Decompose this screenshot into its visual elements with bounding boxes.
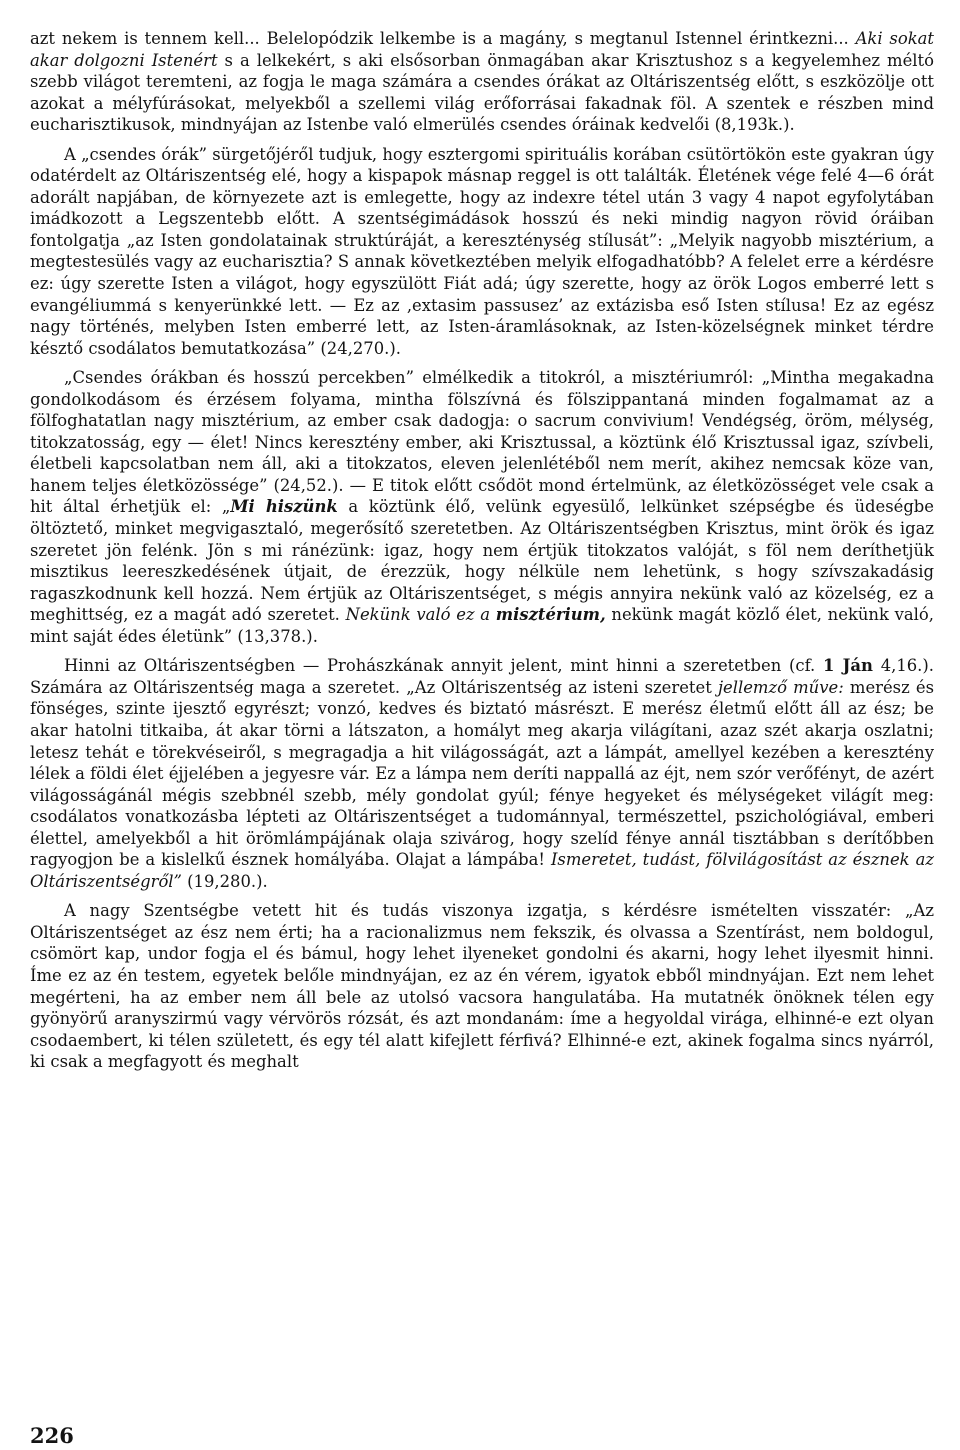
paragraph-5-text-1: A nagy Szentségbe vetett hit és tudás viszonya izgatja, s kérdésre ismételten visszatér: „Az Oltáriszentséget az ész nem érti; ha a racionalizmus nem fekszik, és olvassa a Szentírást, nem boldogul, csömört kap, undor fogja el és bámul, hogy lehet ilyeneket gondolni és akarni, hogy lehet ilyesmit hinni. Íme ez az én testem, egyetek belőle mindnyájan, ez az én vérem, igyatok ebből mindnyájan. Ezt nem lehet megérteni, ha az ember nem áll bele az utolsó vacsora hangulatába. Ha mutatnék önöknek télen egy gyönyörű aranyszirmú vagy vérvörös rózsát, és azt mondanám: íme a hegyoldal virága, elhinné-e ezt olyan csodaembert, ki télen született, és egy tél alatt kifejlett férfivá? Elhinné-e ezt, akinek fogalma sincs nyárról, ki csak a megfagyott és meghalt [30,901,934,1072]
paragraph-3-text-1: „Csendes órákban és hosszú percekben” elmélkedik a titokról, a misztériumról: „Mintha megakadna gondolkodásom és érzésem folyama, mintha fölszívná és fölszippantaná minden fogalmamat az a fölfoghatatlan nagy misztérium, az ember csak dadogja: o sacrum convivium! Vendégség, öröm, mélység, titokzatosság, egy — élet! Nincs keresztény ember, aki Krisztussal, a köztünk élő Krisztussal igaz, szívbeli, életbeli kapcsolatban nem áll, aki a titokzatos, eleven jelenlétéből nem merít, akihez nemcsak köze van, hanem teljes életközössége” (24,52.). — E titok előtt csődöt mond értelmünk, az életközösséget vele csak a hit által érhetjük el: „ [30,368,934,517]
paragraph-2-text-1: A „csendes órák” sürgetőjéről tudjuk, hogy esztergomi spirituális korában csütörtökön este gyakran úgy odatérdelt az Oltáriszentség elé, hogy a kispapok másnap reggel is ott találták. Életének vége felé 4—6 órát adorált napjában, de környezete azt is emlegette, hogy az indexre tétel után 3 vagy 4 napot egyfolytában imádkozott a Legszentebb előtt. A szentségimádások hosszú és neki mindig nagyon rövid óráiban fontolgatja „az Isten gondolatainak struktúráját, a kereszténység stílusát”: „Melyik nagyobb misztérium, a megtestesülés vagy az eucharisztia? S annak következtében melyik elfogadhatóbb? A felelet erre a kérdésre ez: úgy szerette Isten a világot, hogy egyszülött Fiát adá; úgy szerette, hogy az örök Logos emberré lett s evangéliummá s kenyerünkké lett. — Ez az ,extasim passusez’ az extázisba eső Isten stílusa! Ez az egész nagy történés, melyben Isten emberré lett, az Isten-áramlásoknak, az Isten-közelségnek minket térdre késztő csodálatos bemutatkozása” (24,270.). [30,144,934,358]
paragraph-4-italic-2: Ismeretet, tudást, fölvilágosítást az észnek az Oltáriszentségről” [30,850,934,891]
page-number: 226 [30,1423,74,1448]
paragraph-3-text-3: nekünk magát közlő élet, nekünk való, mint saját édes életünk” (13,378.). [30,605,934,646]
paragraph-5 [30,900,934,1072]
paragraph-3-text-2: a köztünk élő, velünk egyesülő, lelkünket szépségbe és üdeségbe öltöztető, minket megvigasztaló, megerősítő szeretetben. Az Oltáriszentségben Krisztus, mint örök és igaz szeretet jön felénk. Jön s mi ránézünk: igaz, hogy nem értjük titokzatos valóját, s föl nem deríthetjük misztikus leereszkedésének útjait, de érezzük, hogy nélküle nem lehetünk, s hogy szívszakadásig ragaszkodnunk kell hozzá. Nem értjük az Oltáriszentséget, s mégis annyira nekünk való az közelség, ez a meghittség, ez a magát adó szeretet. [30,497,935,625]
paragraph-4-text-2: 4,16.). Számára az Oltáriszentség maga a szeretet. „Az Oltáriszentség az isteni szeretet [30,656,934,697]
paragraph-4-text-4: (19,280.). [181,871,268,891]
paragraph-4-italic-1: jellemző műve: [717,677,844,697]
paragraph-3-italic-1: Nekünk való ez a [345,605,496,625]
paragraph-4-bold-1: 1 Ján [823,656,873,676]
paragraph-3-bold-italic-2: misztérium, [495,605,606,625]
paragraph-1-text-2: s a lelkekért, s aki elsősorban önmagában akar Krisztushoz s a kegyelemhez méltó szebb világot teremteni, az fogja le maga számára a csendes órákat az Oltáriszentség előtt, s eszközölje ott azokat a mélyfúrásokat, melyekből a szellemi világ erőforrásai fakadnak föl. A szentek e részben mind eucharisztikusok, mindnyájan az Istenbe való elmerülés csendes óráinak kedvelői (8,193k.). [30,50,934,135]
paragraph-2 [30,144,934,359]
paragraph-1-italic-1: Aki sokat akar dolgozni Istenért [30,29,934,70]
paragraph-1-text-1: azt nekem is tennem kell... Belelopódzik lelkembe is a magány, s megtanul Istennel érintkezni... [30,29,856,48]
paragraph-4 [30,655,934,892]
paragraph-3-bold-italic-1: Mi hiszünk [230,497,338,517]
paragraph-4-text-3: merész és fönséges, szinte ijesztő egyrészt; vonzó, kedves és biztató másrészt. E merész életmű előtt áll az ész; be akar hatolni titkaiba, át akar törni a látszaton, a homályt meg akarja világítani, azaz szét akarja oszlatni; letesz tehát e törekvéseiről, s megragadja a hit világosságát, azt a lámpát, amellyel kezében a keresztény lélek a földi élet éjjelében a jegyesre vár. Ez a lámpa nem deríti nappallá az éjt, nem szór verőfényt, de azért világosságánál mégis szebbnél szebb, mély gondolat gyúl; fénye hegyeket és mélységeket világít meg: csodálatos vonatkozásba lépteti az Oltáriszentséget a tudománnyal, természettel, pszichológiával, emberi élettel, amelyekből a hit örömlámpájának olaja szivárog, hogy szelíd fénye annál tisztábban s derítőbben ragyogjon be a kislelkű észnek homályába. Olajat a lámpába! [30,677,934,870]
page-body [30,28,934,1081]
paragraph-3 [30,367,934,647]
paragraph-4-text-1: Hinni az Oltáriszentségben — Prohászkának annyit jelent, mint hinni a szeretetben (cf. [64,656,824,676]
paragraph-1 [30,28,934,136]
